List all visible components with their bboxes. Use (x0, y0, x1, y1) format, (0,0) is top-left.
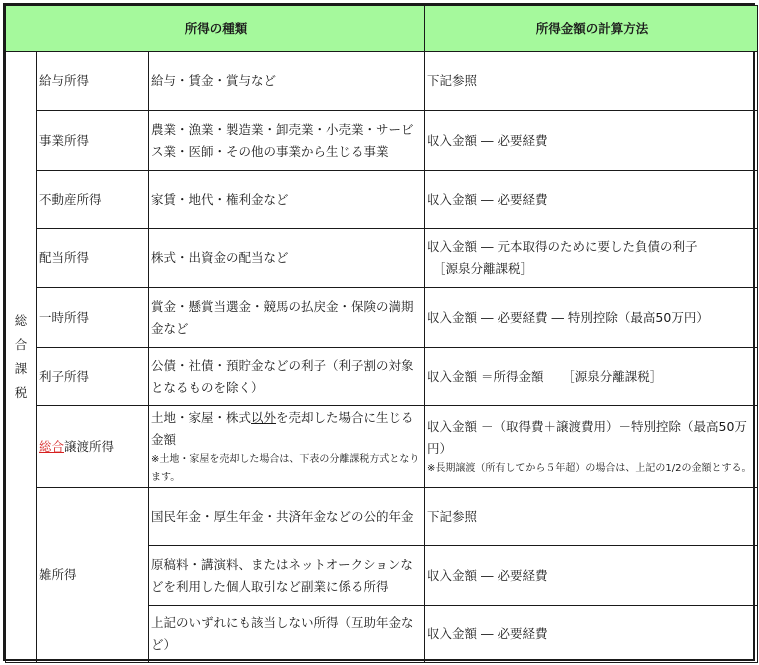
calc-method: 収入金額 ― 必要経費 (425, 111, 758, 171)
income-desc-pre: 土地・家屋・株式 (151, 409, 252, 425)
header-row (6, 6, 758, 52)
calc-method-note: ※長期譲渡（所有してから５年超）の場合は、上記の1/2の金額とする。 (427, 462, 752, 474)
income-desc: 農業・漁業・製造業・卸売業・小売業・サービス業・医師・その他の事業から生じる事業 (149, 111, 425, 171)
category-char: 合 (14, 337, 28, 352)
table-row (6, 111, 758, 171)
calc-method: 収入金額 ― 必要経費 ― 特別控除（最高50万円） (425, 288, 758, 348)
category-char: 総 (14, 313, 28, 328)
income-desc-underlined: 以外 (251, 409, 277, 425)
calc-method-note: ［源泉分離課税］ (433, 261, 534, 276)
calc-method: 収入金額 ― 必要経費 (425, 171, 758, 229)
income-name: 配当所得 (37, 229, 149, 288)
income-desc: 株式・出資金の配当など (149, 229, 425, 288)
category-comprehensive-taxation (6, 52, 37, 663)
income-desc: 公債・社債・預貯金などの利子（利子割の対象となるものを除く） (149, 348, 425, 406)
calc-method (425, 229, 758, 288)
comprehensive-highlight: 総合 (39, 438, 65, 454)
income-name: 雑所得 (37, 488, 149, 663)
table-row (6, 288, 758, 348)
income-desc-note: ※土地・家屋を売却した場合は、下表の分離課税方式となります。 (151, 453, 420, 483)
income-name: 給与所得 (37, 52, 149, 111)
calc-method: 下記参照 (425, 52, 758, 111)
income-name: 事業所得 (37, 111, 149, 171)
income-name (37, 406, 149, 488)
income-types-table (5, 5, 758, 663)
income-desc: 家賃・地代・権利金など (149, 171, 425, 229)
table-row (6, 406, 758, 488)
income-desc: 国民年金・厚生年金・共済年金などの公的年金 (149, 488, 425, 546)
calc-method-text: 収入金額 －（取得費＋譲渡費用）－特別控除（最高50万円） (427, 418, 747, 456)
income-name: 一時所得 (37, 288, 149, 348)
table-row (6, 229, 758, 288)
income-types-table-container (3, 3, 755, 661)
income-desc (149, 406, 425, 488)
category-char: 課 (14, 361, 28, 376)
income-desc-post: を売却した場合に生じる金額 (151, 409, 414, 447)
income-desc: 原稿料・講演料、またはネットオークションなどを利用した個人取引など副業に係る所得 (149, 546, 425, 606)
calc-method-text: 収入金額 ― 元本取得のために要した負債の利子 (427, 239, 698, 254)
header-income-type: 所得の種類 (6, 6, 425, 52)
header-calc-method: 所得金額の計算方法 (425, 6, 758, 52)
table-row (6, 348, 758, 406)
table-row (6, 488, 758, 546)
calc-method (425, 406, 758, 488)
calc-method: 収入金額 ― 必要経費 (425, 606, 758, 663)
category-char: 税 (14, 385, 28, 400)
income-desc: 賞金・懸賞当選金・競馬の払戻金・保険の満期金など (149, 288, 425, 348)
income-name: 利子所得 (37, 348, 149, 406)
income-desc: 上記のいずれにも該当しない所得（互助年金など） (149, 606, 425, 663)
table-row (6, 171, 758, 229)
income-desc: 給与・賃金・賞与など (149, 52, 425, 111)
income-name-rest: 譲渡所得 (64, 438, 115, 454)
table-row (6, 52, 758, 111)
calc-method: 下記参照 (425, 488, 758, 546)
income-name: 不動産所得 (37, 171, 149, 229)
calc-method: 収入金額 ― 必要経費 (425, 546, 758, 606)
calc-method: 収入金額 ＝所得金額 ［源泉分離課税］ (425, 348, 758, 406)
